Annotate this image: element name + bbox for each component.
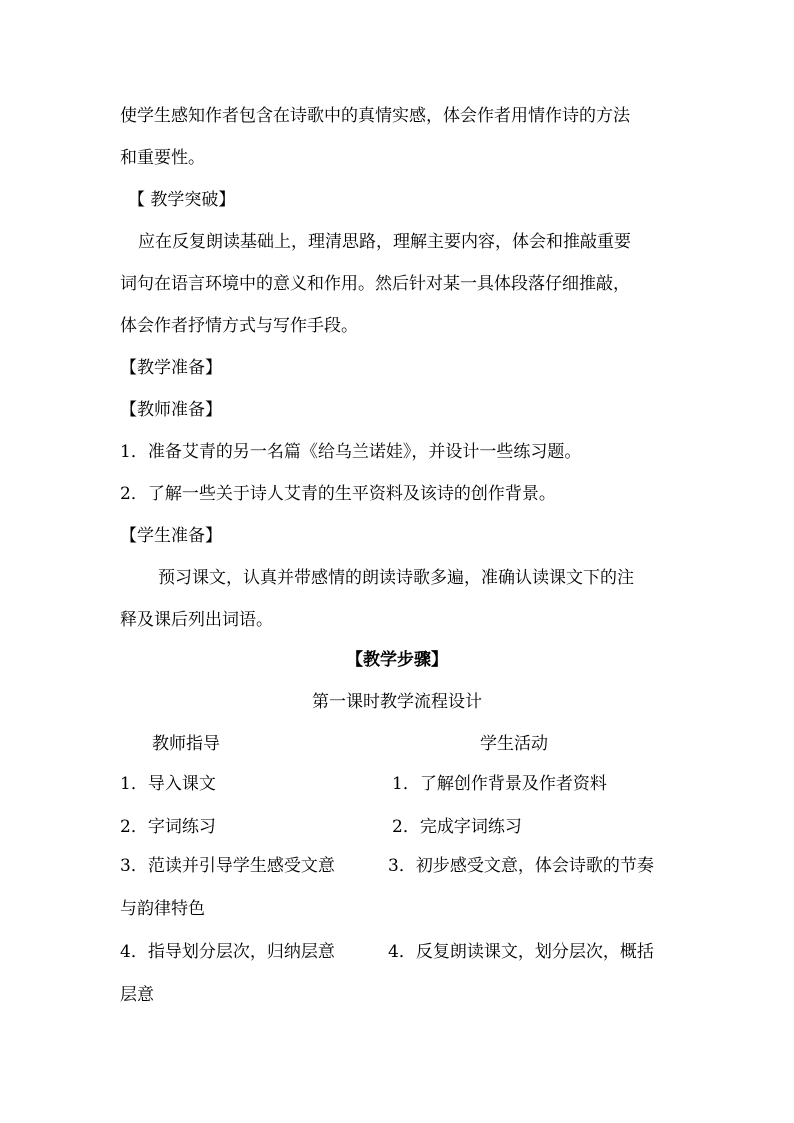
teacher-step-3: 3．范读并引导学生感受文意 [120, 856, 335, 876]
breakthrough-text-line-2: 词句在语言环境中的意义和作用。然后针对某一具体段落仔细推敲， [120, 274, 630, 294]
prep-heading: 【教学准备】 [120, 358, 222, 378]
teacher-step-1: 1．导入课文 [120, 774, 216, 794]
steps-heading: 【教学步骤】 [346, 650, 448, 670]
student-prep-text-line-2: 释及课后列出词语。 [120, 610, 273, 630]
student-step-2: 2．完成字词练习 [392, 817, 522, 837]
student-step-4: 4．反复朗读课文，划分层次，概括 [388, 942, 654, 962]
teacher-prep-item-1: 1．准备艾青的另一名篇《给乌兰诺娃》，并设计一些练习题。 [120, 442, 582, 462]
step-3-wrap-text: 与韵律特色 [120, 899, 205, 919]
teacher-step-2: 2．字词练习 [120, 817, 216, 837]
breakthrough-heading: 【 教学突破】 [128, 190, 236, 210]
lesson-title: 第一课时教学流程设计 [312, 692, 482, 712]
teacher-prep-heading: 【教师准备】 [120, 400, 222, 420]
column-header-student: 学生活动 [480, 734, 548, 754]
student-prep-heading: 【学生准备】 [120, 526, 222, 546]
teacher-prep-item-2: 2．了解一些关于诗人艾青的生平资料及该诗的创作背景。 [120, 484, 556, 504]
column-header-teacher: 教师指导 [152, 734, 220, 754]
breakthrough-text-line-3: 体会作者抒情方式与写作手段。 [120, 316, 358, 336]
student-step-1: 1．了解创作背景及作者资料 [392, 774, 607, 794]
student-prep-text-line-1: 预习课文，认真并带感情的朗读诗歌多遍，准确认读课文下的注 [158, 568, 634, 588]
goal-text-line-2: 和重要性。 [120, 148, 205, 168]
goal-text-line-1: 使学生感知作者包含在诗歌中的真情实感，体会作者用情作诗的方法 [120, 106, 630, 126]
teacher-step-4: 4．指导划分层次，归纳层意 [120, 942, 335, 962]
student-step-3: 3．初步感受文意，体会诗歌的节奏 [388, 856, 654, 876]
breakthrough-text-line-1: 应在反复朗读基础上，理清思路，理解主要内容，体会和推敲重要 [138, 232, 631, 252]
step-4-wrap-text: 层意 [120, 985, 154, 1005]
